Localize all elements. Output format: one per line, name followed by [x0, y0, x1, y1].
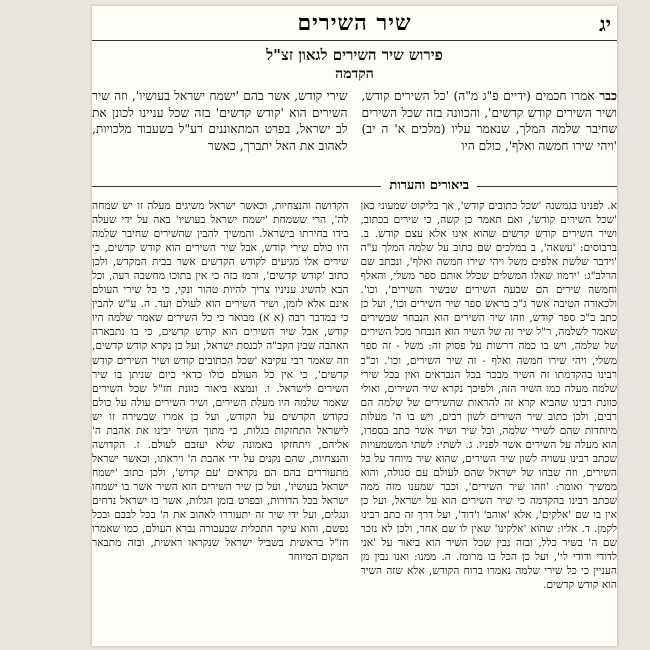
main-text-right-body: אמרו חכמים (ידיים פ"ג מ"ה) 'כל השירים קודש, ושיר השירים קודש קדשים', והכוונה בזה שכל השירים שחיבר שלמה המלך, שנאמר עליו (מלכים א' ה יב) 'ויהי שירו חמשה ואלף', כולם היו: [361, 89, 617, 153]
notes-heading-bar: [92, 177, 617, 195]
section-title: פירוש שיר השירים לגאון זצ"ל: [266, 46, 443, 64]
main-text-left-column: [92, 88, 348, 172]
notes-right-column: א. לפנינו בגמשנה 'שכל כתובים קודש', אך בליקוט שמעוני כאן 'שכל השירים קודש', ואם תאמר כן קשה, כי שירים בכתוב, ושיר השירים קודש קדשים שהוא אינו אלא עצם קודש. ב. ברבוסים: 'עשאה', ב במלכים שם כתוב על שלמה המלך ע"ה 'וידבר שלשת אלפים משל ויהי שירו חמשה ואלף', ונכתב שם הרלב"ג: 'ירמוז שאלו המשלים שכלל אותם ספר משלי, והאלף וחמשה שירים הם שבעה השירים שבשיר השירים', וכו'. ולכאורה הטיבה אשר ג"כ בראש ספר שיר השירים וכו', ועל כן כתב ב"כ ספר קודש, וזהו שיר השירים הוא הנבחר שבשירים שאמר לשלמה, ר"ל שיר זה של השיר הוא הנבחר מכל השירים של שלמה, ויש בו כמה דרשות על פסוק זה: משל - זה ספר משלי, ויהי שירו חמשה ואלף - זה שיר השירים, וכו'. וכ"כ רבינו בהקדמתו זה השיר מבכר בכל הנבראים ואין בכל שירי שלמה מעלה כמו השיר הזה, ולפיכך נקרא שיר השירים, ואולי כוונת רבינו שהביא קרא זה להראות שהשירים של שלמה הם רבים, ולכן כתוב שיר השירים לשון רבים, ויש בו ה' מעלות מיוחדות שהם לשירי שלמה, וכל שיר ושיר אשר כתב בספרו, הוא מעלה על השירים אשר לפניו. ג. לשתי: לשתי המשמעויות שכתב רבינו עשויה לשון שיר השירים, שהוא שיר מיוחד על כל השירים, וזה שבחו של ישראל שהם לעולם עם סגולה, והוא ממשיך ואומר: 'וזהו שיר השירים', וכבר שמענו מזה ממה שכתב רבינו בהקדמה כי שיר השירים הוא על ישראל, ועל כן אין בו שם 'אלקים', אלא 'אוהב' ו'דוד', ועל דרך זה כתב רבינו לקמן. ד. אליו: שהוא 'אלקינו' שאין לו שם אחר, ולכן לא נזכר שם ה' בשיר כלל, ובזה נבין שכל השיר הוא ביאור על 'אני לדודי ודודי לי', ועל כן הכל בו מרומז. ה. ממנו: ואנו נבין מן העניין כי כל שירי שלמה נאמרו ברוח הקודש, אלא שזה השיר הוא קודש קדשים.: [360, 200, 617, 592]
notes-heading: ביאורים והערות: [381, 177, 477, 193]
page-number: יג: [599, 12, 611, 36]
running-title: שיר השירים: [297, 10, 412, 36]
intro-title: הקדמה: [335, 66, 374, 82]
notes-section: [92, 199, 617, 642]
main-text-left-body: שירי קודש, אשר בהם 'ישמח ישראל בעושיו', וזה שיר השירים הוא 'קודש קדשים' בזה שכל עניינו לכונן את לב ישראל, בפרט המתאוננים רע"ל בשעבוד מלכויות, לאהוב את האל יתברך, כאשר: [92, 89, 348, 153]
notes-divider: [92, 186, 617, 187]
main-text-right-column: [362, 88, 618, 172]
running-header: [92, 10, 617, 41]
main-text-lead-word: כבר: [599, 89, 617, 103]
book-page: [92, 6, 617, 646]
notes-left-column: הקדושה והנצחיות, וכאשר ישראל משיגים מעלה זו יש שמחה לה', הרי ששמחת 'ישמח ישראל בעושיו' באה על ידי שעלה בידו בחירתו בישראל. והמשיך להבין שהשירים שחיבר שלמה היו כולם שירי קודש, אבל שיר השירים הוא קודש קדשים, כי שירים אלו מגיעים לקודש הקדשים אשר בבית המקדש, ולכן כתוב 'קודש קדשים', ורמז בזה כי אין בתוכו מחשבה רעה, וכל הבא להשיג עניניו צריך להיות טהור ונקי, כי כל שירי העולם אינם אלא לזמן, ושיר השירים הוא לעולם ועד. ה. ע"ש להבין כי במדבר רבה (א א) מבואר כי כל השירים שאמר שלמה היו קודש, אבל שיר השירים הוא קודש קדשים, כי בו נתבארה האהבה שבין הקב"ה לכנסת ישראל, ועל כן נקרא קודש קדשים, וזה שאמר רבי עקיבא 'שכל הכתובים קודש ושיר השירים קודש קדשים', כי אין כל העולם כולו כדאי כיום שניתן בו שיר השירים לישראל. ו. ונמצא ביאור כוונת חז"ל שכל השירים שאמר שלמה היו מעלת השירים, ושיר השירים עולה על כולם כקודש הקדשים על הקודש, ועל כן אמרו שבשירה זו יש לישראל התחזקות בגלות, כי מתוך השיר יבינו את אהבת ה' אליהם, ויתחזקו באמונה שלא יעזבם לעולם. ז. הקדושה והנצחיות, שהם נקנים על ידי אהבת ה' ויראתו, וכאשר ישראל מתעוררים בהם הם נקראים 'עם קדוש', ולכן כתוב 'ישמח ישראל בעושיו', ועל כן שיר השירים הוא השיר אשר בו ישמחו ישראל בכל הדורות, ובפרט בזמן הגלות, אשר בו ישראל נדחים ונגלים, ועל ידי שיר זה יתעוררו לאהוב את ה' בכל לבבם ובכל נפשם, והוא עיקר התכלית שבעבורה נברא העולם, כמו שאמרו חז"ל בראשית בשביל ישראל שנקראו ראשית, ובזה מתבאר המקום המיוחד: [92, 200, 349, 564]
main-text: [92, 88, 617, 172]
